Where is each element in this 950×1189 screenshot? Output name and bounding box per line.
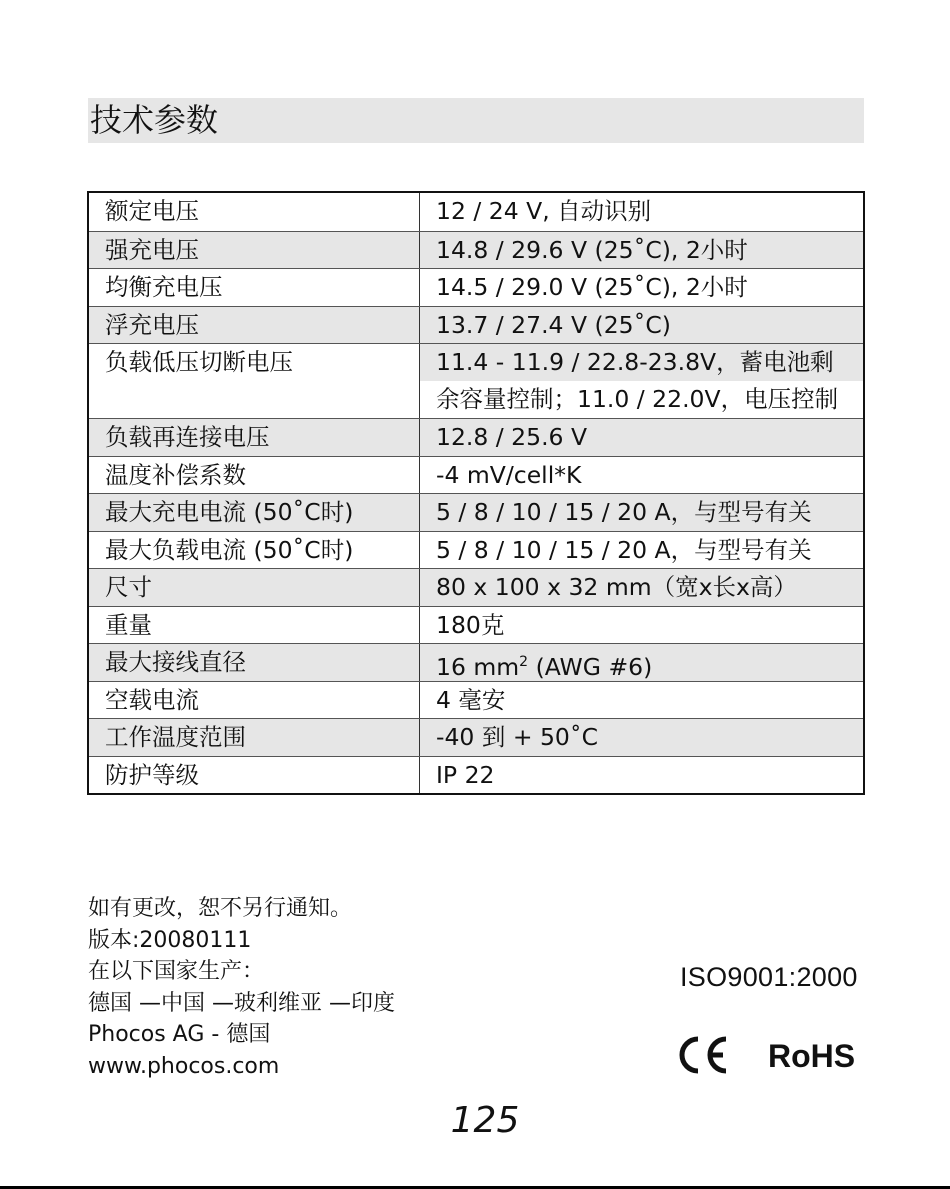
spec-value: 14.8 / 29.6 V (25˚C), 2小时 [420,232,863,269]
spec-value-suffix: (AWG #6) [528,653,653,681]
spec-row [89,568,863,606]
spec-label: 空载电流 [89,682,420,719]
spec-label: 工作温度范围 [89,719,420,756]
spec-label: 尺寸 [89,569,420,606]
spec-label: 负载再连接电压 [89,419,420,456]
spec-label: 最大负载电流 (50˚C时) [89,532,420,569]
spec-label: 最大接线直径 [89,644,420,681]
footer-info [88,893,395,1082]
spec-label: 负载低压切断电压 [89,344,420,418]
spec-row [89,606,863,644]
spec-row [89,456,863,494]
company-name: Phocos AG - 德国 [88,1022,271,1047]
spec-row [89,231,863,269]
spec-value: 12 / 24 V, 自动识别 [436,197,652,225]
spec-label: 强充电压 [89,232,420,269]
spec-row [89,531,863,569]
spec-label: 防护等级 [89,757,420,794]
spec-value: -40 到 + 50˚C [420,719,863,756]
spec-value: 180克 [436,610,505,639]
spec-value: -4 mV/cell*K [436,460,582,489]
page-number: 125 [450,1100,520,1141]
spec-row [89,418,863,456]
spec-row [89,681,863,719]
ce-mark-icon [676,1033,732,1077]
rohs-mark: RoHS [768,1038,856,1074]
spec-value-line: 11.4 - 11.9 / 22.8-23.8V，蓄电池剩 [436,348,834,376]
spec-row [89,343,863,418]
spec-value: 80 x 100 x 32 mm（宽x长x高） [420,569,863,606]
website-link[interactable]: www.phocos.com [88,1053,280,1079]
spec-row [89,643,863,681]
spec-value: 5 / 8 / 10 / 15 / 20 A，与型号有关 [436,535,812,564]
spec-value: IP 22 [436,760,495,789]
superscript-two: 2 [519,654,529,670]
section-title: 技术参数 [88,98,864,143]
spec-value-main: 16 mm [436,653,520,681]
change-notice: 如有更改，恕不另行通知。 [88,896,353,921]
spec-row [89,268,863,306]
spec-value: 12.8 / 25.6 V [420,419,863,456]
spec-value: 14.5 / 29.0 V (25˚C), 2小时 [436,273,748,301]
spec-table [87,191,865,795]
countries-list: 德国 —中国 —玻利维亚 —印度 [88,990,395,1016]
spec-value [420,644,863,681]
iso-certification: ISO9001:2000 [680,962,858,992]
version-text: 版本:20080111 [88,927,252,953]
spec-value: 5 / 8 / 10 / 15 / 20 A，与型号有关 [420,494,863,531]
produced-in-label: 在以下国家生产： [88,959,265,984]
spec-label: 温度补偿系数 [89,457,420,494]
spec-label: 浮充电压 [89,307,420,344]
spec-row [89,756,863,794]
spec-label: 额定电压 [89,193,420,231]
spec-value [420,344,863,418]
spec-label: 重量 [89,607,420,644]
spec-label: 最大充电电流 (50˚C时) [89,494,420,531]
spec-value: 4 毫安 [436,685,506,714]
spec-row [89,718,863,756]
spec-row [89,493,863,531]
spec-value: 13.7 / 27.4 V (25˚C) [420,307,863,344]
spec-value-line: 余容量控制；11.0 / 22.0V，电压控制 [436,385,839,413]
spec-row [89,193,863,231]
spec-row [89,306,863,344]
spec-label: 均衡充电压 [89,269,420,306]
